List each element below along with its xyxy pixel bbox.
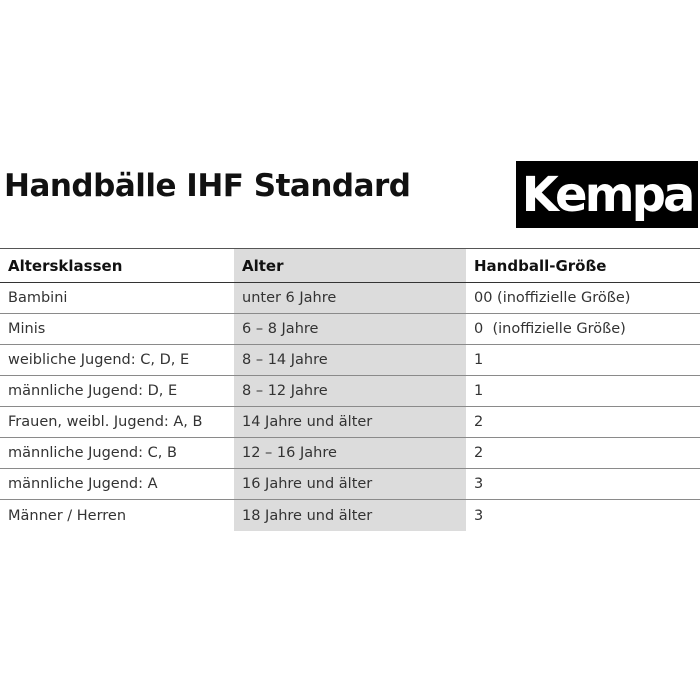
header-alter: Alter	[234, 249, 466, 282]
table-row	[0, 407, 700, 438]
kempa-logo-wordmark	[518, 164, 696, 226]
cell-groesse: 1	[474, 383, 484, 399]
cell-alter: 14 Jahre und älter	[234, 407, 466, 437]
table-row	[0, 283, 700, 314]
cell-groesse: 2	[474, 445, 484, 461]
table-row	[0, 314, 700, 345]
cell-altersklasse: männliche Jugend: A	[8, 476, 158, 492]
header-handball-groesse: Handball-Größe	[474, 256, 607, 275]
cell-altersklasse: weibliche Jugend: C, D, E	[8, 352, 190, 368]
cell-altersklasse: männliche Jugend: C, B	[8, 445, 177, 461]
table-row	[0, 438, 700, 469]
cell-alter: 8 – 12 Jahre	[234, 376, 466, 406]
cell-altersklasse: Bambini	[8, 290, 68, 306]
table-row	[0, 500, 700, 531]
kempa-logo-text: Kempa	[521, 166, 693, 223]
cell-groesse: 2	[474, 414, 484, 430]
cell-altersklasse: Frauen, weibl. Jugend: A, B	[8, 414, 203, 430]
size-table	[0, 248, 700, 531]
cell-altersklasse: männliche Jugend: D, E	[8, 383, 178, 399]
cell-groesse: 00 (inoffizielle Größe)	[474, 290, 631, 306]
header-altersklassen: Altersklassen	[8, 256, 123, 275]
cell-altersklasse: Minis	[8, 321, 46, 337]
cell-alter: 12 – 16 Jahre	[234, 438, 466, 468]
cell-alter: 8 – 14 Jahre	[234, 345, 466, 375]
cell-altersklasse: Männer / Herren	[8, 507, 127, 524]
cell-alter: unter 6 Jahre	[234, 283, 466, 313]
cell-groesse: 3	[474, 507, 484, 524]
table-header-row	[0, 249, 700, 283]
table-row	[0, 345, 700, 376]
kempa-logo	[516, 161, 698, 228]
cell-alter: 6 – 8 Jahre	[234, 314, 466, 344]
cell-groesse: 1	[474, 352, 484, 368]
cell-groesse: 0 (inoffizielle Größe)	[474, 321, 626, 337]
page-title: Handbälle IHF Standard	[4, 168, 411, 204]
table-row	[0, 469, 700, 500]
table-row	[0, 376, 700, 407]
cell-groesse: 3	[474, 476, 484, 492]
cell-alter: 18 Jahre und älter	[234, 500, 466, 531]
cell-alter: 16 Jahre und älter	[234, 469, 466, 499]
